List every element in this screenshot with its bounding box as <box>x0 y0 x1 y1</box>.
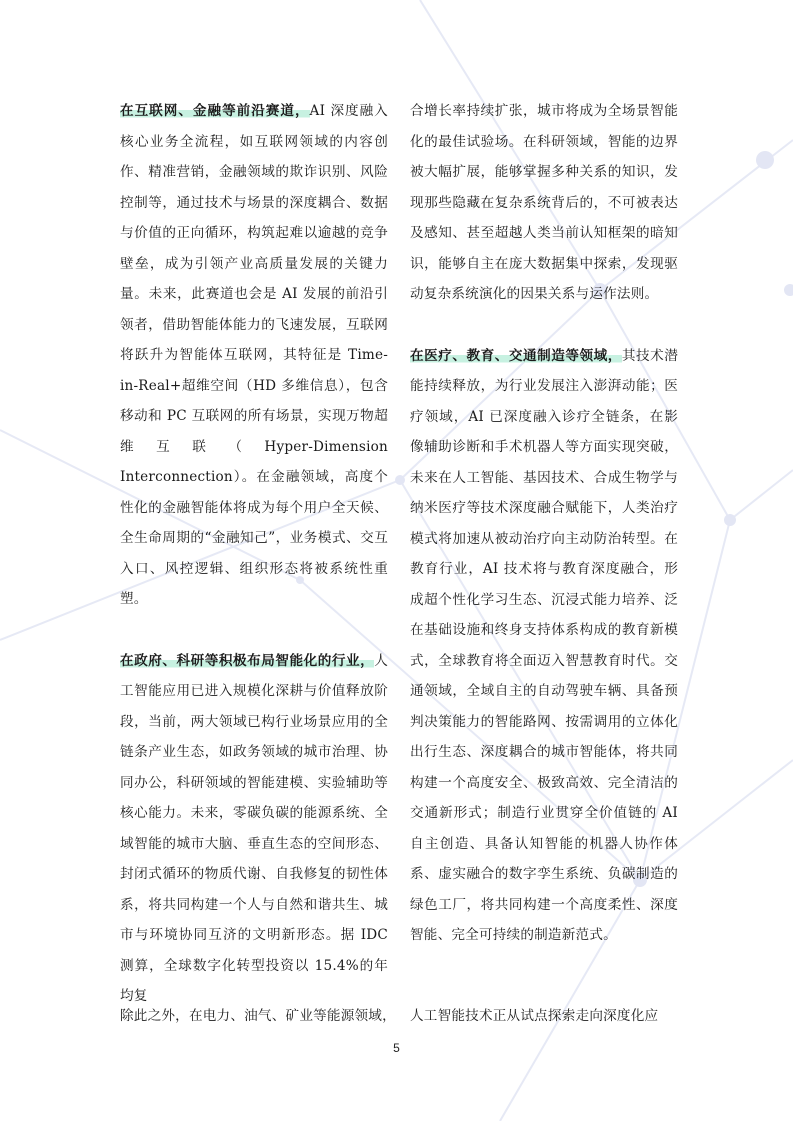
page-number: 5 <box>393 1041 400 1055</box>
paragraph-continued <box>410 96 678 310</box>
left-column <box>120 96 388 1012</box>
paragraph-lead: 在互联网、金融等前沿赛道， <box>120 103 310 119</box>
paragraph-lead: 在医疗、教育、交通制造等领域， <box>410 347 622 364</box>
paragraph-medical-education-transport <box>410 341 678 951</box>
right-column <box>410 96 678 951</box>
paragraph-gap <box>120 615 388 646</box>
right-column-bottom-line: 人工智能技术正从试点探索走向深度化应 <box>410 1008 659 1024</box>
paragraph-body: 其技术潜能持续释放，为行业发展注入澎湃动能；医疗领域，AI 已深度融入诊疗全链条，在影像辅助诊断和手术机器人等方面实现突破，未来在人工智能、基因技术、合成生物学与纳米医疗等技术深度融合赋能下，人类治疗模式将加速从被动治疗向主动防治转型。在教育行业，AI 技术将与教育深度融合，形成超个性化学习生态、沉浸式能力培养、泛在基础设施和终身支持体系构成的教育新模式，全球教育将全面迈入智慧教育时代。交通领域，全域自主的自动驾驶车辆、具备预判决策能力的智能路网、按需调用的立体化出行生态、深度耦合的城市智能体，将共同构建一个高度安全、极致高效、完全清洁的交通新形式；制造行业贯穿全价值链的 AI 自主创造、具备认知智能的机器人协作体系、虚实融合的数字孪生系统、负碳制造的绿色工厂，将共同构建一个高度柔性、深度智能、完全可持续的制造新范式。 <box>410 347 678 943</box>
paragraph-body: 合增长率持续扩张，城市将成为全场景智能化的最佳试验场。在科研领域，智能的边界被大幅扩展，能够掌握多种关系的知识，发现那些隐藏在复杂系统背后的，不可被表达及感知、甚至超越人类当前认知框架的暗知识，能够自主在庞大数据集中探索，发现驱动复杂系统演化的因果关系与运作法则。 <box>410 103 678 302</box>
left-column-bottom-line: 除此之外，在电力、油气、矿业等能源领域， <box>120 1008 396 1024</box>
paragraph-body: 人工智能应用已进入规模化深耕与价值释放阶段，当前，两大领域已构行业场景应用的全链条产业生态，如政务领域的城市治理、协同办公，科研领域的智能建模、实验辅助等核心能力。未来，零碳负碳的能源系统、全域智能的城市大脑、垂直生态的空间形态、封闭式循环的物质代谢、自我修复的韧性体系，将共同构建一个人与自然和谐共生、城市与环境协同互济的文明新形态。据 IDC 测算，全球数字化转型投资以 15.4%的年均复 <box>120 652 388 1004</box>
paragraph-lead: 在政府、科研等积极布局智能化的行业， <box>120 652 375 669</box>
paragraph-government-research <box>120 646 388 1012</box>
paragraph-gap <box>410 310 678 341</box>
paragraph-body: AI 深度融入核心业务全流程，如互联网领域的内容创作、精准营销，金融领域的欺诈识别、风险控制等，通过技术与场景的深度耦合、数据与价值的正向循环，构筑起难以逾越的竞争壁垒，成为引领产业高质量发展的关键力量。未来，此赛道也会是 AI 发展的前沿引领者，借助智能体能力的飞速发展，互联网将跃升为智能体互联网，其特征是 Time-in-Real+超维空间（HD 多维信息），包含移动和 PC 互联网的所有场景，实现万物超维互联（Hyper-Dimension Interconnection）。在金融领域，高度个性化的金融智能体将成为每个用户全天候、全生命周期的“金融知己”，业务模式、交互入口、风控逻辑、组织形态将被系统性重塑。 <box>120 103 388 607</box>
paragraph-internet-finance <box>120 96 388 615</box>
